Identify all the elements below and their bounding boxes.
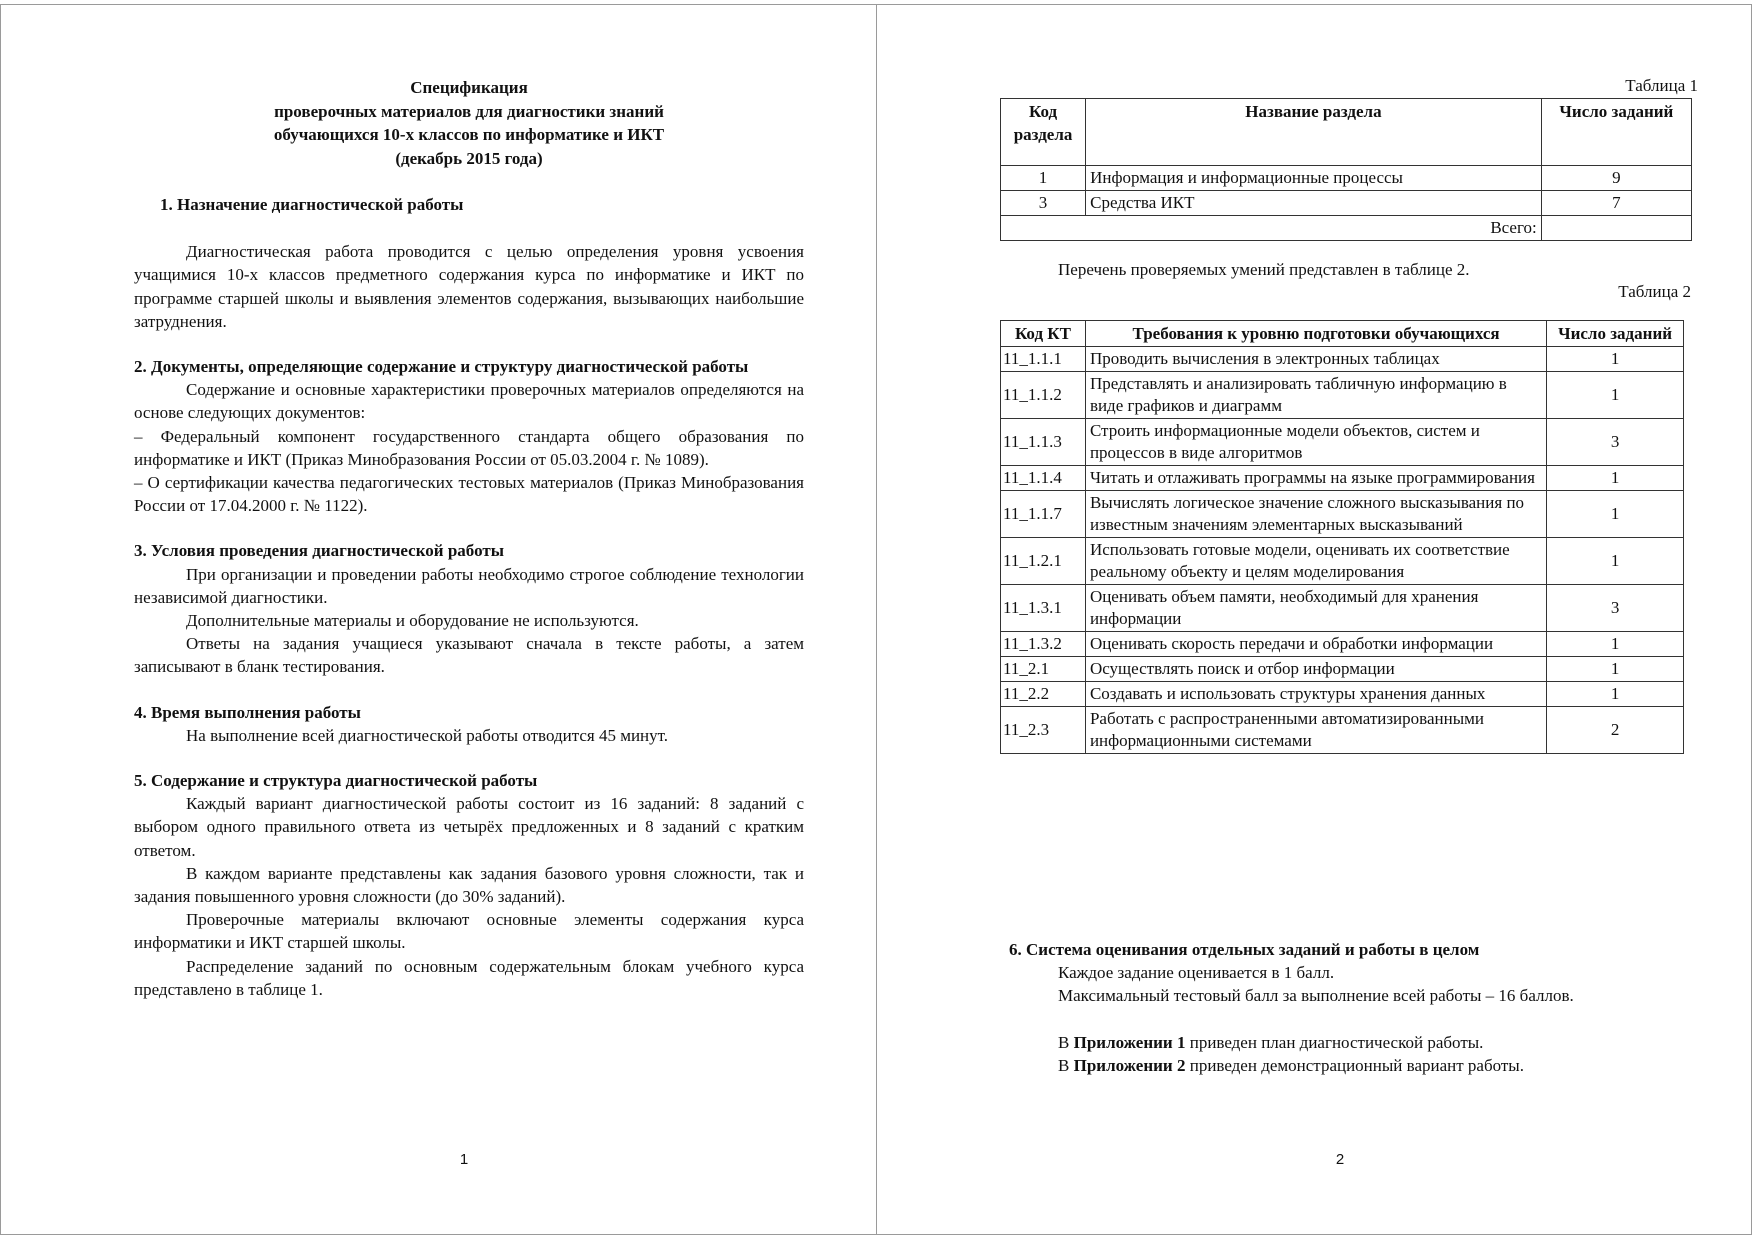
table-2-cell-count: 1 [1547,491,1684,538]
table-2-cell-requirement: Осуществлять поиск и отбор информации [1085,657,1546,682]
section-4-heading: 4. Время выполнения работы [134,702,361,722]
table-2-cell-count: 1 [1547,657,1684,682]
table-1-cell-name: Средства ИКТ [1086,191,1542,216]
table-2-cell-requirement: Работать с распространенными автоматизированными информационными системами [1085,707,1546,754]
section-3-paragraph-1: При организации и проведении работы необходимо строгое соблюдение технологии независимой диагностики. [134,564,804,607]
table-2-cell-requirement: Представлять и анализировать табличную информацию в виде графиков и диаграмм [1085,372,1546,419]
table-2-cell-code: 11_1.1.4 [1001,466,1086,491]
table-2-cell-count: 1 [1547,466,1684,491]
section-1-heading: 1. Назначение диагностической работы [160,195,464,214]
section-6-heading: 6. Система оценивания отдельных заданий и работы в целом [1009,940,1480,959]
table-1-caption: Таблица 1 [1625,76,1698,95]
section-6-paragraph-2: Максимальный тестовый балл за выполнение всей работы – 16 баллов. [1058,986,1574,1006]
title-line-2: проверочных материалов для диагностики знаний [274,101,664,121]
table-1-total-label: Всего: [1001,216,1542,241]
table-1-cell-count: 9 [1541,166,1691,191]
appendix-1-line [1009,1031,1709,1054]
section-4-paragraph-1: На выполнение всей диагностической работы отводится 45 минут. [186,725,669,745]
table-2-cell-code: 11_2.2 [1001,682,1086,707]
section-3-heading: 3. Условия проведения диагностической работы [134,541,504,561]
table-1-total-value [1541,216,1691,241]
table-2-cell-requirement: Проводить вычисления в электронных таблицах [1085,347,1546,372]
table-row [1001,372,1684,419]
table-2-intro: Перечень проверяемых умений представлен в таблице 2. [1058,260,1470,279]
table-2-cell-code: 11_1.3.2 [1001,632,1086,657]
table-row [1001,466,1684,491]
table-2-cell-requirement: Строить информационные модели объектов, систем и процессов в виде алгоритмов [1085,419,1546,466]
table-2-cell-requirement: Читать и отлаживать программы на языке программирования [1085,466,1546,491]
title-line-4: (декабрь 2015 года) [395,148,543,168]
section-5-paragraph-2: В каждом варианте представлены как задания базового уровня сложности, так и задания повышенного уровня сложности (до 30% заданий). [134,863,804,907]
table-2-cell-count: 1 [1547,347,1684,372]
table-1-cell-code: 3 [1001,191,1086,216]
section-2-paragraph-3: – О сертификации качества педагогических тестовых материалов (Приказ Минобразования России от 17.04.2000 г. № 1122). [134,473,804,516]
table-2-cell-code: 11_1.2.1 [1001,538,1086,585]
section-6 [1009,938,1709,1077]
table-row [1001,632,1684,657]
table-1-header-code: Код раздела [1001,99,1086,166]
table-1 [1000,98,1692,241]
table-2-cell-count: 2 [1547,707,1684,754]
section-5-paragraph-3: Проверочные материалы включают основные элементы содержания курса информатики и ИКТ старшей школы. [134,910,804,953]
table-2-header-code: Код КТ [1001,321,1086,347]
title-line-3: обучающихся 10-х классов по информатике и ИКТ [273,125,665,144]
section-6-paragraph-1: Каждое задание оценивается в 1 балл. [1058,963,1335,983]
table-2-cell-requirement: Оценивать объем памяти, необходимый для хранения информации [1085,585,1546,632]
table-2-cell-code: 11_2.1 [1001,657,1086,682]
table-1-cell-name: Информация и информационные процессы [1086,166,1542,191]
table-row [1001,707,1684,754]
table-row [1001,538,1684,585]
section-5-paragraph-1: Каждый вариант диагностической работы состоит из 16 заданий: 8 заданий с выбором одного правильного ответа из четырёх предложенных и 8 заданий с кратким ответом. [134,794,804,860]
section-5-paragraph-4: Распределение заданий по основным содержательным блокам учебного курса представлено в таблице 1. [134,956,804,999]
section-5-heading: 5. Содержание и структура диагностической работы [134,771,538,791]
table-2 [1000,320,1684,754]
appendix-1-link: Приложении 1 [1073,1032,1186,1052]
section-2-paragraph-2: – Федеральный компонент государственного стандарта общего образования по информатике и ИКТ (Приказ Минобразования России от 05.03.2004 г. № 1089). [134,426,804,469]
section-2-paragraph-1: Содержание и основные характеристики проверочных материалов определяются на основе следующих документов: [134,380,804,423]
table-2-cell-count: 1 [1547,372,1684,419]
table-2-cell-requirement: Создавать и использовать структуры хранения данных [1085,682,1546,707]
table-2-cell-code: 11_1.3.1 [1001,585,1086,632]
document-title [134,76,804,170]
table-2-cell-requirement: Использовать готовые модели, оценивать их соответствие реальному объекту и целям моделирования [1085,538,1546,585]
table-2-cell-code: 11_1.1.1 [1001,347,1086,372]
table-2-cell-code: 11_1.1.7 [1001,491,1086,538]
table-row [1001,491,1684,538]
section-2-heading: 2. Документы, определяющие содержание и структуру диагностической работы [134,357,749,377]
appendix-1-prefix: В [1058,1032,1074,1052]
page-number-1: 1 [459,1151,469,1168]
table-2-cell-requirement: Оценивать скорость передачи и обработки информации [1085,632,1546,657]
section-1-paragraph: Диагностическая работа проводится с целью определения уровня усвоения учащимися 10-х классов предметного содержания курса по информатике и ИКТ по программе старшей школы и выявления элементов содержания, вызывающих наибольшие затруднения. [134,242,804,331]
table-row [1001,657,1684,682]
table-row [1001,682,1684,707]
table-2-caption: Таблица 2 [1618,282,1691,301]
table-2-cell-requirement: Вычислять логическое значение сложного высказывания по известным значениям элементарных высказываний [1085,491,1546,538]
table-1-header-row [1001,99,1692,166]
table-2-cell-code: 11_1.1.2 [1001,372,1086,419]
table-row [1001,585,1684,632]
page-2 [877,0,1754,1239]
page-number-2: 2 [1335,1151,1345,1168]
table-row [1001,166,1692,191]
table-row [1001,347,1684,372]
table-1-header-name: Название раздела [1086,99,1542,166]
section-3-paragraph-2: Дополнительные материалы и оборудование не используются. [186,611,639,631]
table-row [1001,191,1692,216]
table-1-total-row [1001,216,1692,241]
page-1 [0,0,876,1239]
table-2-header-row [1001,321,1684,347]
appendix-2-line [1009,1054,1709,1077]
table-1-cell-code: 1 [1001,166,1086,191]
section-3-paragraph-3: Ответы на задания учащиеся указывают сначала в тексте работы, а затем записывают в бланк тестирования. [134,634,804,677]
table-2-cell-count: 3 [1547,419,1684,466]
appendix-1-text: приведен план диагностической работы. [1185,1032,1484,1052]
title-line-1: Спецификация [410,78,528,97]
table-2-cell-count: 3 [1547,585,1684,632]
table-2-intro-block [1000,258,1700,281]
appendix-2-link: Приложении 2 [1073,1055,1186,1075]
table-2-cell-code: 11_1.1.3 [1001,419,1086,466]
table-2-header-requirements: Требования к уровню подготовки обучающихся [1085,321,1546,347]
table-2-cell-count: 1 [1547,538,1684,585]
table-2-cell-count: 1 [1547,682,1684,707]
table-1-header-count: Число заданий [1541,99,1691,166]
table-row [1001,419,1684,466]
appendix-2-prefix: В [1058,1055,1074,1075]
table-1-cell-count: 7 [1541,191,1691,216]
table-2-cell-count: 1 [1547,632,1684,657]
appendix-2-text: приведен демонстрационный вариант работы. [1185,1055,1524,1075]
table-2-header-count: Число заданий [1547,321,1684,347]
table-2-cell-code: 11_2.3 [1001,707,1086,754]
page-1-content [134,193,804,1001]
